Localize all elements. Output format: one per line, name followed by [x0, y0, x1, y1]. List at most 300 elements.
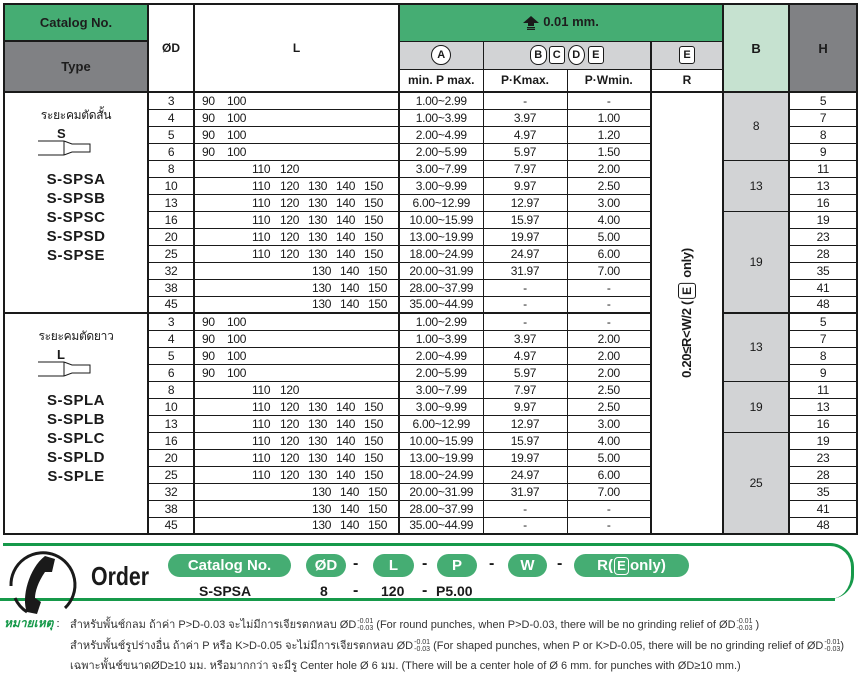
order-value-od: 8: [320, 583, 328, 599]
od-cell: 10: [148, 398, 194, 415]
catalog-code: S-SPSE: [46, 247, 106, 264]
od-cell: 20: [148, 228, 194, 245]
p-kmax-cell: -: [483, 313, 567, 330]
l-value: 140: [340, 263, 360, 278]
l-value: 130: [312, 484, 332, 499]
p-range-cell: 2.00~5.99: [399, 364, 483, 381]
note-line-1: สำหรับพั้นช์กลม ถ้าค่า P>D-0.03 จะไม่มีการเจียรตกหลบ ØD -0.01 -0.03 (For round punches, when P>D-0.03, there will be no grinding relief of ØD -0.01 -0.03 ): [70, 618, 760, 633]
l-cell: [194, 500, 399, 517]
l-cell: [194, 279, 399, 296]
l-value: 130: [308, 433, 328, 448]
l-value: 120: [280, 246, 300, 261]
pill-r: [574, 554, 689, 577]
od-header: ØD: [148, 4, 194, 92]
punch-profile-icon: [36, 140, 116, 156]
l-value: 140: [336, 212, 356, 227]
order-title: Order: [91, 561, 150, 591]
p-wmin-cell: 2.00: [567, 330, 651, 347]
h-cell: 9: [789, 143, 857, 160]
separator: -: [557, 555, 563, 572]
col-bcde-badges-header: [483, 41, 651, 69]
h-cell: 16: [789, 415, 857, 432]
l-value: 150: [364, 246, 384, 261]
p-kmax-cell: 24.97: [483, 466, 567, 483]
l-value: 140: [340, 280, 360, 295]
r-range-cell: [651, 92, 723, 534]
order-value-l: 120: [381, 583, 405, 599]
punch-profile-icon: [36, 361, 116, 377]
separator: -: [489, 555, 495, 572]
h-cell: 11: [789, 160, 857, 177]
order-box-divider: [0, 598, 835, 601]
p-range-cell: 1.00~3.99: [399, 330, 483, 347]
l-value: 100: [227, 93, 247, 108]
l-value: 130: [312, 297, 332, 312]
l-value: 140: [340, 484, 360, 499]
p-wmin-cell: -: [567, 500, 651, 517]
p-wmin-cell: 2.00: [567, 347, 651, 364]
h-cell: 28: [789, 245, 857, 262]
l-value: 110: [252, 195, 271, 210]
l-value: 150: [368, 518, 388, 533]
l-value: 130: [308, 229, 328, 244]
l-value: 130: [308, 467, 328, 482]
od-cell: 6: [148, 364, 194, 381]
h-cell: 19: [789, 211, 857, 228]
p-wmin-cell: -: [567, 279, 651, 296]
l-cell: [194, 228, 399, 245]
p-kmax-cell: 15.97: [483, 211, 567, 228]
catalog-code: S-SPSA: [46, 171, 106, 188]
l-value: 150: [364, 178, 384, 193]
h-cell: 13: [789, 177, 857, 194]
p-kmax-cell: 4.97: [483, 347, 567, 364]
l-cell: [194, 109, 399, 126]
type-thai-label: ระยะคมตัดสั้น: [40, 108, 112, 122]
h-header: H: [789, 4, 857, 92]
b-cell: 19: [723, 381, 789, 432]
col-e-badge-header: [651, 41, 723, 69]
l-cell: [194, 177, 399, 194]
l-cell: [194, 126, 399, 143]
p-range-cell: 20.00~31.99: [399, 262, 483, 279]
l-value: 110: [252, 382, 271, 397]
type-letter: L: [57, 347, 65, 362]
l-value: 120: [280, 195, 300, 210]
p-kmax-header: P·Kmax.: [483, 69, 567, 92]
table-row: [4, 313, 857, 330]
p-kmax-cell: -: [483, 517, 567, 534]
p-wmin-cell: 3.00: [567, 415, 651, 432]
p-kmax-cell: -: [483, 92, 567, 109]
od-cell: 4: [148, 330, 194, 347]
p-wmin-header: P·Wmin.: [567, 69, 651, 92]
p-kmax-cell: 9.97: [483, 398, 567, 415]
l-value: 140: [336, 229, 356, 244]
l-value: 130: [312, 280, 332, 295]
catalog-code: S-SPLA: [46, 392, 105, 409]
separator: -: [353, 555, 359, 572]
p-kmax-cell: 31.97: [483, 262, 567, 279]
od-cell: 13: [148, 415, 194, 432]
l-cell: [194, 449, 399, 466]
l-value: 140: [340, 297, 360, 312]
p-kmax-cell: 5.97: [483, 143, 567, 160]
type-thai-label: ระยะคมตัดยาว: [38, 329, 114, 343]
l-value: 110: [252, 161, 271, 176]
type-letter: S: [57, 126, 66, 141]
od-cell: 25: [148, 245, 194, 262]
od-cell: 45: [148, 296, 194, 313]
badge-b: B: [530, 45, 547, 65]
p-kmax-cell: 5.97: [483, 364, 567, 381]
p-wmin-cell: 4.00: [567, 211, 651, 228]
p-wmin-cell: 2.00: [567, 160, 651, 177]
p-range-cell: 10.00~15.99: [399, 432, 483, 449]
spec-table: [3, 3, 858, 535]
pill-r-suffix: only): [629, 557, 666, 574]
l-value: 100: [227, 110, 247, 125]
l-value: 150: [364, 450, 384, 465]
od-cell: 25: [148, 466, 194, 483]
h-cell: 48: [789, 296, 857, 313]
p-kmax-cell: 3.97: [483, 109, 567, 126]
b-cell: 19: [723, 211, 789, 313]
l-cell: [194, 194, 399, 211]
badge-c: C: [549, 46, 565, 64]
l-cell: [194, 466, 399, 483]
p-kmax-cell: 12.97: [483, 415, 567, 432]
catalog-code: S-SPSD: [46, 228, 106, 245]
od-cell: 38: [148, 279, 194, 296]
l-value: 90: [202, 314, 215, 329]
l-value: 120: [280, 433, 300, 448]
p-wmin-cell: 3.00: [567, 194, 651, 211]
p-range-cell: 1.00~2.99: [399, 313, 483, 330]
p-kmax-cell: 31.97: [483, 483, 567, 500]
note-label: หมายเหตุ: [4, 616, 54, 630]
h-cell: 28: [789, 466, 857, 483]
l-cell: [194, 517, 399, 534]
p-wmin-cell: -: [567, 296, 651, 313]
badge-a: A: [431, 45, 451, 65]
od-cell: 5: [148, 347, 194, 364]
pill-l: L: [373, 554, 414, 577]
h-cell: 8: [789, 126, 857, 143]
h-cell: 35: [789, 483, 857, 500]
l-value: 130: [312, 501, 332, 516]
h-cell: 41: [789, 279, 857, 296]
p-wmin-cell: 4.00: [567, 432, 651, 449]
p-wmin-cell: 7.00: [567, 262, 651, 279]
l-value: 110: [252, 467, 271, 482]
l-cell: [194, 211, 399, 228]
l-value: 130: [308, 399, 328, 414]
l-value: 140: [336, 467, 356, 482]
catalog-code: S-SPSB: [46, 190, 106, 207]
l-cell: [194, 381, 399, 398]
od-cell: 4: [148, 109, 194, 126]
b-header: B: [723, 4, 789, 92]
h-cell: 13: [789, 398, 857, 415]
l-value: 100: [227, 365, 247, 380]
telephone-icon: [5, 546, 81, 622]
l-value: 140: [336, 246, 356, 261]
l-value: 150: [364, 212, 384, 227]
l-cell: [194, 245, 399, 262]
catalog-no-header: Catalog No.: [4, 4, 148, 41]
l-value: 90: [202, 93, 215, 108]
od-cell: 3: [148, 313, 194, 330]
p-range-cell: 3.00~7.99: [399, 381, 483, 398]
p-range-cell: 13.00~19.99: [399, 449, 483, 466]
p-kmax-cell: 24.97: [483, 245, 567, 262]
l-value: 140: [336, 178, 356, 193]
l-value: 150: [364, 195, 384, 210]
l-value: 130: [312, 263, 332, 278]
od-cell: 20: [148, 449, 194, 466]
p-kmax-cell: 19.97: [483, 228, 567, 245]
tolerance-header: [399, 4, 723, 41]
l-value: 130: [308, 450, 328, 465]
p-range-cell: 3.00~7.99: [399, 160, 483, 177]
l-value: 120: [280, 399, 300, 414]
l-value: 130: [312, 518, 332, 533]
l-value: 90: [202, 110, 215, 125]
b-cell: 8: [723, 92, 789, 160]
l-value: 130: [308, 246, 328, 261]
l-value: 110: [252, 433, 271, 448]
od-cell: 32: [148, 483, 194, 500]
l-value: 120: [280, 450, 300, 465]
od-cell: 10: [148, 177, 194, 194]
od-cell: 8: [148, 160, 194, 177]
l-value: 120: [280, 161, 300, 176]
r-range-label: 0.20≤R<W/2 (E only): [679, 248, 695, 378]
l-value: 150: [364, 399, 384, 414]
catalog-code: S-SPLE: [47, 468, 105, 485]
p-range-cell: 18.00~24.99: [399, 466, 483, 483]
badge-d: D: [568, 45, 585, 65]
p-range-cell: 1.00~3.99: [399, 109, 483, 126]
badge-e: E: [588, 46, 604, 64]
tolerance-label: 0.01 mm.: [543, 14, 599, 30]
type-cell: [4, 313, 148, 534]
l-cell: [194, 330, 399, 347]
badge-e-r: E: [679, 46, 695, 64]
l-value: 130: [308, 212, 328, 227]
l-value: 140: [336, 433, 356, 448]
l-header: L: [194, 4, 399, 92]
l-value: 100: [227, 127, 247, 142]
p-kmax-cell: 4.97: [483, 126, 567, 143]
l-value: 110: [252, 178, 271, 193]
l-cell: [194, 398, 399, 415]
p-range-cell: 2.00~4.99: [399, 347, 483, 364]
p-kmax-cell: -: [483, 500, 567, 517]
l-value: 150: [368, 501, 388, 516]
p-wmin-cell: 5.00: [567, 228, 651, 245]
h-cell: 11: [789, 381, 857, 398]
p-wmin-cell: 1.00: [567, 109, 651, 126]
p-kmax-cell: 7.97: [483, 160, 567, 177]
od-cell: 3: [148, 92, 194, 109]
l-value: 100: [227, 314, 247, 329]
type-header: Type: [4, 41, 148, 92]
p-kmax-cell: 19.97: [483, 449, 567, 466]
l-value: 140: [340, 501, 360, 516]
p-wmin-cell: 2.00: [567, 364, 651, 381]
p-kmax-cell: 12.97: [483, 194, 567, 211]
order-value-catalog: S-SPSA: [199, 583, 252, 599]
h-cell: 5: [789, 92, 857, 109]
l-cell: [194, 313, 399, 330]
catalog-code: S-SPLD: [46, 449, 105, 466]
l-value: 140: [340, 518, 360, 533]
h-cell: 19: [789, 432, 857, 449]
l-value: 140: [336, 416, 356, 431]
od-cell: 16: [148, 432, 194, 449]
order-value-p: P5.00: [436, 583, 473, 599]
p-range-cell: 2.00~4.99: [399, 126, 483, 143]
p-range-cell: 35.00~44.99: [399, 517, 483, 534]
badge-e-order: E: [614, 557, 629, 575]
l-value: 110: [252, 416, 271, 431]
l-value: 90: [202, 348, 215, 363]
separator: -: [422, 555, 428, 572]
p-wmin-cell: 2.50: [567, 177, 651, 194]
l-value: 110: [252, 246, 271, 261]
l-value: 120: [280, 229, 300, 244]
pill-catalog-no: Catalog No.: [168, 554, 291, 577]
l-value: 100: [227, 331, 247, 346]
l-value: 140: [336, 450, 356, 465]
p-range-cell: 18.00~24.99: [399, 245, 483, 262]
h-cell: 48: [789, 517, 857, 534]
r-header: R: [651, 69, 723, 92]
l-value: 140: [336, 195, 356, 210]
p-kmax-cell: 3.97: [483, 330, 567, 347]
l-value: 100: [227, 144, 247, 159]
min-p-max-header: min. P max.: [399, 69, 483, 92]
p-kmax-cell: -: [483, 279, 567, 296]
p-wmin-cell: -: [567, 313, 651, 330]
l-value: 130: [308, 178, 328, 193]
l-cell: [194, 160, 399, 177]
p-range-cell: 10.00~15.99: [399, 211, 483, 228]
separator: -: [353, 582, 359, 599]
l-value: 130: [308, 195, 328, 210]
p-wmin-cell: 2.50: [567, 398, 651, 415]
catalog-code: S-SPLC: [46, 430, 105, 447]
od-cell: 8: [148, 381, 194, 398]
h-cell: 35: [789, 262, 857, 279]
l-value: 140: [336, 399, 356, 414]
l-cell: [194, 262, 399, 279]
type-cell: [4, 92, 148, 313]
l-value: 150: [368, 263, 388, 278]
table-row: [4, 92, 857, 109]
l-value: 130: [308, 416, 328, 431]
badge-e-vertical: E: [678, 283, 696, 299]
b-cell: 13: [723, 313, 789, 381]
pill-p: P: [437, 554, 477, 577]
h-cell: 5: [789, 313, 857, 330]
up-arrow-icon: [523, 16, 539, 30]
note-line-2: สำหรับพั้นช์รูปร่างอื่น ถ้าค่า P หรือ K>D-0.05 จะไม่มีการเจียรตกหลบ ØD -0.01 -0.03 (For shaped punches, when P or K>D-0.05, there will be no grinding relief of ØD -0.01 -0.03 ): [70, 639, 844, 654]
h-cell: 41: [789, 500, 857, 517]
l-value: 150: [368, 280, 388, 295]
col-a-badge-header: [399, 41, 483, 69]
p-range-cell: 28.00~37.99: [399, 500, 483, 517]
l-value: 110: [252, 450, 271, 465]
h-cell: 7: [789, 109, 857, 126]
l-value: 120: [280, 212, 300, 227]
p-kmax-cell: 9.97: [483, 177, 567, 194]
l-cell: [194, 415, 399, 432]
p-wmin-cell: -: [567, 517, 651, 534]
l-value: 90: [202, 331, 215, 346]
h-cell: 16: [789, 194, 857, 211]
l-cell: [194, 483, 399, 500]
p-kmax-cell: -: [483, 296, 567, 313]
l-value: 120: [280, 416, 300, 431]
p-range-cell: 13.00~19.99: [399, 228, 483, 245]
b-cell: 25: [723, 432, 789, 534]
p-range-cell: 6.00~12.99: [399, 194, 483, 211]
od-cell: 5: [148, 126, 194, 143]
l-value: 150: [364, 229, 384, 244]
h-cell: 7: [789, 330, 857, 347]
od-cell: 6: [148, 143, 194, 160]
l-value: 150: [368, 297, 388, 312]
p-wmin-cell: 1.50: [567, 143, 651, 160]
p-kmax-cell: 7.97: [483, 381, 567, 398]
l-value: 90: [202, 127, 215, 142]
l-value: 150: [368, 484, 388, 499]
catalog-code: S-SPLB: [46, 411, 105, 428]
l-value: 120: [280, 382, 300, 397]
l-value: 120: [280, 178, 300, 193]
l-value: 150: [364, 433, 384, 448]
l-value: 150: [364, 416, 384, 431]
l-value: 90: [202, 365, 215, 380]
od-cell: 38: [148, 500, 194, 517]
l-cell: [194, 432, 399, 449]
l-value: 90: [202, 144, 215, 159]
p-wmin-cell: 6.00: [567, 466, 651, 483]
l-cell: [194, 143, 399, 160]
pill-od: ØD: [306, 554, 346, 577]
l-value: 110: [252, 399, 271, 414]
note-line-3: เฉพาะพั้นช์ขนาดØD≥10 มม. หรือมากกว่า จะมีรู Center hole Ø 6 มม. (There will be a center hole of Ø 6 mm. for punches with ØD≥10 mm.): [70, 660, 741, 672]
p-wmin-cell: 1.20: [567, 126, 651, 143]
l-value: 110: [252, 212, 271, 227]
p-kmax-cell: 15.97: [483, 432, 567, 449]
p-wmin-cell: 2.50: [567, 381, 651, 398]
h-cell: 9: [789, 364, 857, 381]
od-cell: 45: [148, 517, 194, 534]
p-range-cell: 6.00~12.99: [399, 415, 483, 432]
l-value: 120: [280, 467, 300, 482]
pill-r-prefix: R(: [597, 557, 613, 574]
p-wmin-cell: 6.00: [567, 245, 651, 262]
od-cell: 16: [148, 211, 194, 228]
p-range-cell: 28.00~37.99: [399, 279, 483, 296]
l-value: 150: [364, 467, 384, 482]
p-range-cell: 20.00~31.99: [399, 483, 483, 500]
b-cell: 13: [723, 160, 789, 211]
